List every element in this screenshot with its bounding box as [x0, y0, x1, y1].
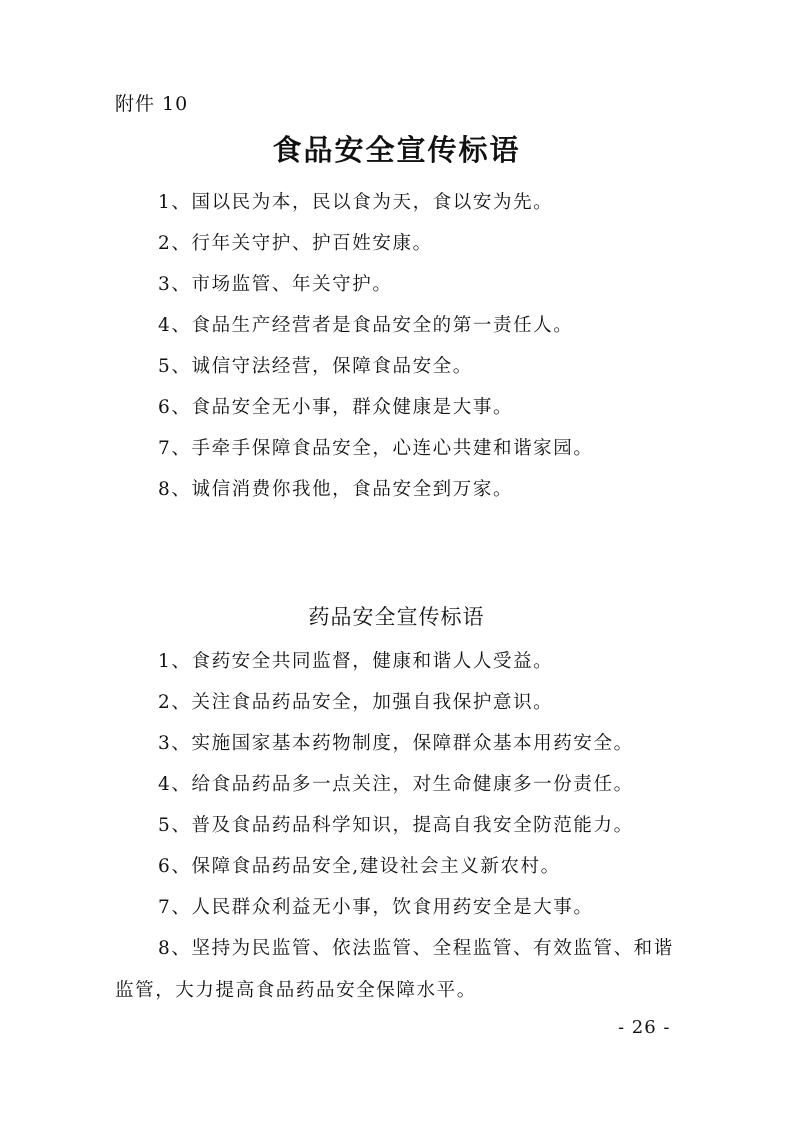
list-item: 4、食品生产经营者是食品安全的第一责任人。: [158, 315, 574, 336]
list-item: 8、诚信消费你我他，食品安全到万家。: [158, 479, 514, 500]
list-item: 1、食药安全共同监督，健康和谐人人受益。: [158, 651, 554, 672]
list-item: 8、坚持为民监管、依法监管、全程监管、有效监管、和谐监管，大力提高食品药品安全保障水平。: [115, 938, 674, 1001]
list-item: 3、市场监管、年关守护。: [158, 274, 393, 295]
page-title: 食品安全宣传标语: [272, 133, 521, 167]
food-slogan-list: [158, 182, 593, 510]
list-item: 2、行年关守护、护百姓安康。: [158, 233, 433, 254]
list-item: 6、食品安全无小事，群众健康是大事。: [158, 397, 514, 418]
attachment-label: 附件 10: [115, 93, 189, 115]
list-item: 4、给食品药品多一点关注，对生命健康多一份责任。: [158, 774, 634, 795]
list-item: 1、国以民为本，民以食为天，食以安为先。: [158, 192, 554, 213]
list-item: 5、普及食品药品科学知识，提高自我安全防范能力。: [158, 815, 634, 836]
list-item: 7、人民群众利益无小事，饮食用药安全是大事。: [158, 897, 594, 918]
list-item: 5、诚信守法经营，保障食品安全。: [158, 356, 473, 377]
section-title: 药品安全宣传标语: [308, 605, 485, 629]
list-item: 3、实施国家基本药物制度，保障群众基本用药安全。: [158, 733, 634, 754]
page-number: - 26 -: [618, 1017, 671, 1038]
list-item: 6、保障食品药品安全,建设社会主义新农村。: [158, 856, 561, 877]
list-item: 7、手牵手保障食品安全，心连心共建和谐家园。: [158, 438, 594, 459]
list-item: 2、关注食品药品安全，加强自我保护意识。: [158, 692, 554, 713]
drug-slogan-list: [158, 641, 634, 928]
